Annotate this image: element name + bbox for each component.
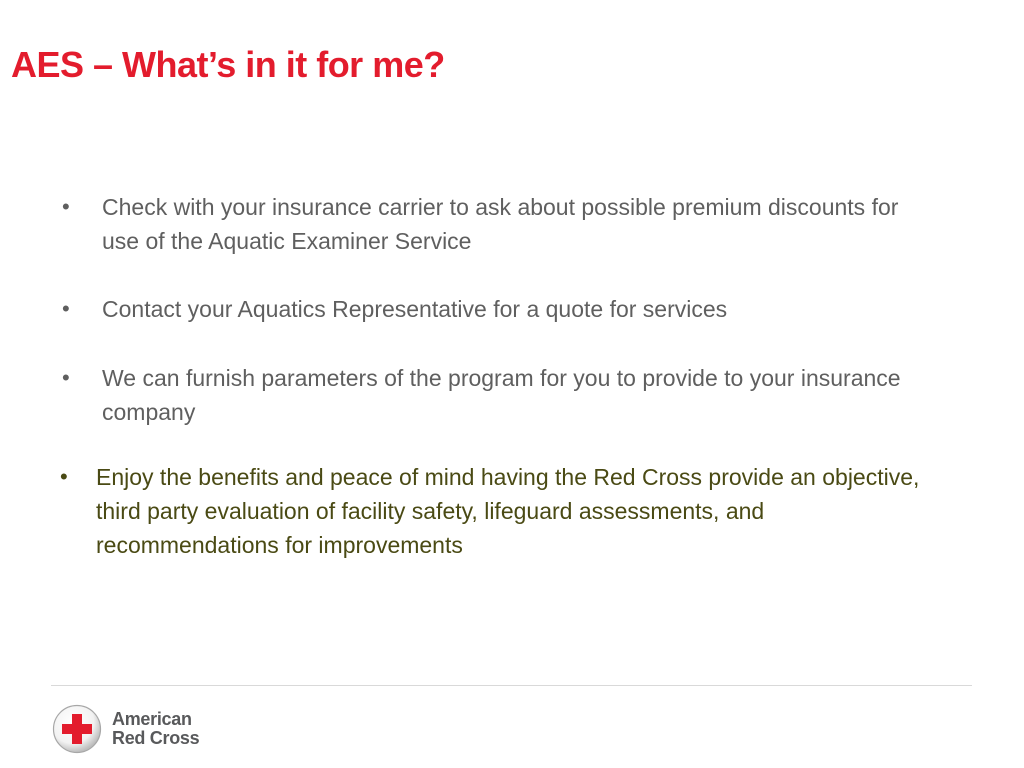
bullet-dot: • [62,365,70,390]
bullet-item-benefits [60,460,940,562]
slide-title: AES – What’s in it for me? [11,44,445,85]
red-cross-icon [52,704,102,754]
bullet-dot: • [60,464,68,489]
bullet-item-insurance-carrier [62,190,922,258]
bullet-dot: • [62,296,70,321]
bullet-text: Check with your insurance carrier to ask about possible premium discounts for use of the Aquatic Examiner Service [102,194,899,254]
bullet-item-aquatics-representative [62,292,922,326]
bullet-text: Contact your Aquatics Representative for a quote for services [102,296,728,322]
bullet-item-program-parameters [62,361,922,429]
bullet-text: We can furnish parameters of the program for you to provide to your insurance company [102,365,901,425]
logo-line-american: American [112,709,192,729]
bullet-text: Enjoy the benefits and peace of mind having the Red Cross provide an objective, third party evaluation of facility safety, lifeguard assessments, and recommendations for improvements [96,464,920,558]
logo-line-red-cross: Red Cross [112,728,200,748]
logo-wordmark [112,710,199,748]
american-red-cross-logo [52,704,252,756]
bullet-dot: • [62,194,70,219]
footer-divider [51,685,972,686]
